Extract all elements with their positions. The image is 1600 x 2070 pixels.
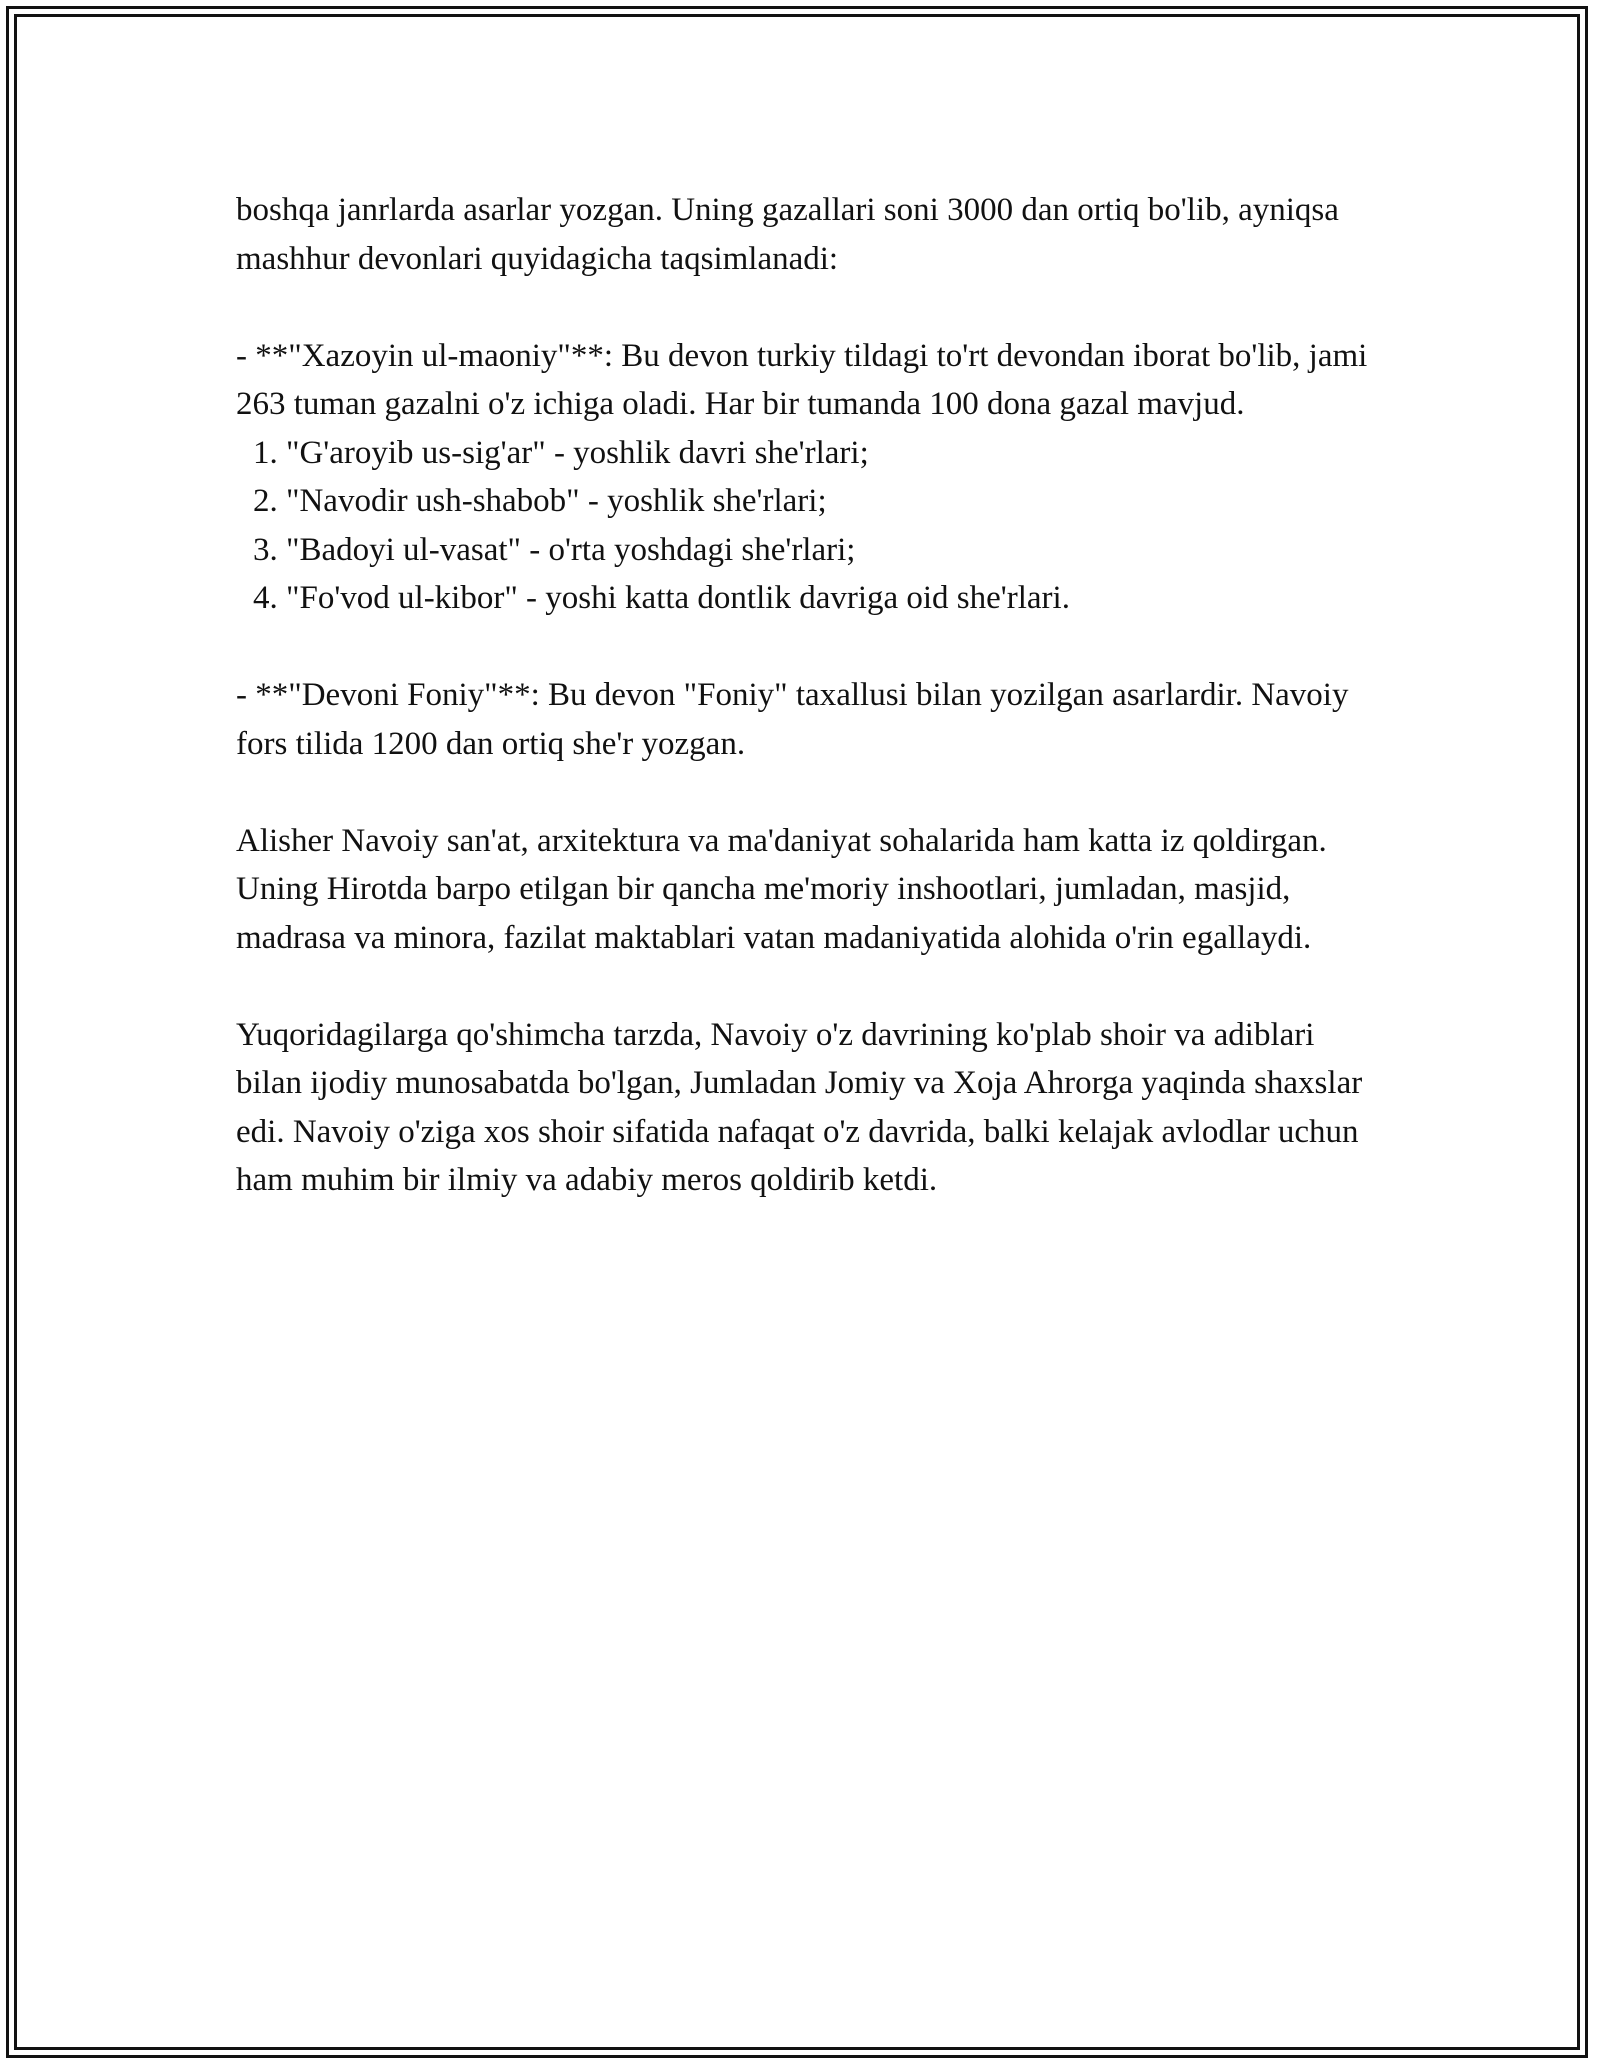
list-item: 2. "Navodir ush-shabob" - yoshlik she'rlari;: [253, 483, 827, 519]
paragraph-spacer: [236, 623, 1376, 672]
paragraph-spacer: [236, 768, 1376, 817]
intro-paragraph: boshqa janrlarda asarlar yozgan. Uning gazallari soni 3000 dan ortiq bo'lib, ayniqsa mashhur devonlari quyidagicha taqsimlanadi:: [236, 192, 1339, 277]
paragraph-spacer: [236, 283, 1376, 332]
paragraph-spacer: [236, 962, 1376, 1011]
list-item: 1. "G'aroyib us-sig'ar" - yoshlik davri she'rlari;: [253, 434, 869, 471]
architecture-paragraph: Alisher Navoiy san'at, arxitektura va ma'daniyat sohalarida ham katta iz qoldirgan. Uning Hirotda barpo etilgan bir qancha me'moriy inshootlari, jumladan, masjid, madrasa va minora, fazilat maktablari vatan madaniyatida alohida o'rin egallaydi.: [236, 822, 1327, 956]
devon-list: [236, 429, 1376, 623]
xazoyin-paragraph: - **"Xazoyin ul-maoniy"**: Bu devon turkiy tildagi to'rt devondan iborat bo'lib, jami 263 tuman gazalni o'z ichiga oladi. Har bir tumanda 100 dona gazal mavjud.: [236, 337, 1368, 422]
conclusion-paragraph: Yuqoridagilarga qo'shimcha tarzda, Navoiy o'z davrining ko'plab shoir va adiblari bilan ijodiy munosabatda bo'lgan, Jumladan Jomiy va Xoja Ahrorga yaqinda shaxslar edi. Navoiy o'ziga xos shoir sifatida nafaqat o'z davrida, balki kelajak avlodlar uchun ham muhim bir ilmiy va adabiy meros qoldirib ketdi.: [236, 1016, 1363, 1198]
foniy-paragraph: - **"Devoni Foniy"**: Bu devon "Foniy" taxallusi bilan yozilgan asarlardir. Navoiy fors tilida 1200 dan ortiq she'r yozgan.: [236, 677, 1349, 762]
list-item: 3. "Badoyi ul-vasat" - o'rta yoshdagi she'rlari;: [253, 531, 856, 568]
list-item: 4. "Fo'vod ul-kibor" - yoshi katta dontlik davriga oid she'rlari.: [253, 580, 1070, 616]
document-body: [236, 186, 1376, 1205]
